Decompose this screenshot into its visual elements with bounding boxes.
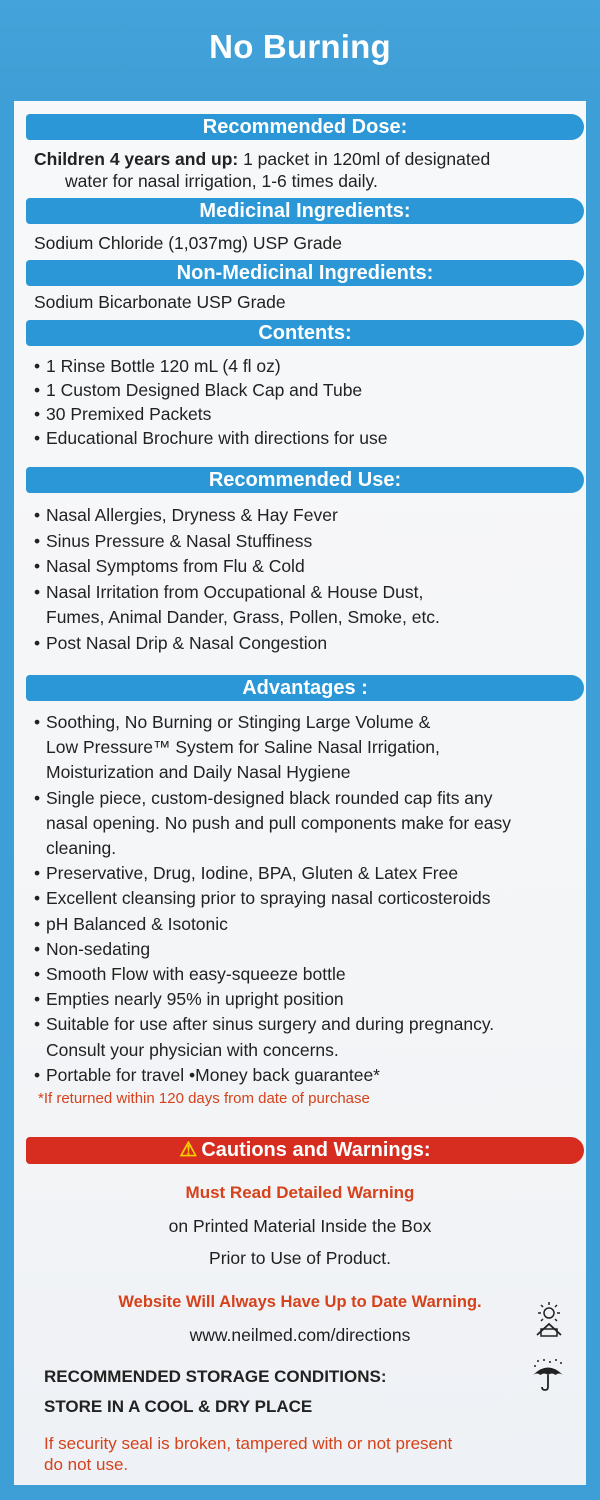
list-item: • Nasal Irritation from Occupational & House Dust, — [34, 581, 424, 602]
page-title: No Burning — [209, 28, 391, 65]
dose-text — [34, 148, 579, 192]
advantages-list — [34, 710, 579, 1088]
dose-text-line2: water for nasal irrigation, 1-6 times daily. — [65, 171, 378, 191]
website-url[interactable]: www.neilmed.com/directions — [189, 1325, 411, 1345]
storage-line1: RECOMMENDED STORAGE CONDITIONS: — [44, 1367, 387, 1386]
section-header-contents: Contents: — [26, 320, 584, 346]
security-line2: do not use. — [44, 1455, 129, 1474]
list-item: • Portable for travel •Money back guarantee* — [34, 1064, 380, 1085]
section-header-cautions — [26, 1137, 584, 1164]
cautions-line2: on Printed Material Inside the Box — [168, 1216, 432, 1236]
list-item: • Non-sedating — [34, 938, 151, 959]
storage-line2: STORE IN A COOL & DRY PLACE — [44, 1397, 313, 1416]
top-header-band — [0, 0, 600, 100]
list-item: • Empties nearly 95% in upright position — [34, 989, 344, 1010]
list-item: • Smooth Flow with easy-squeeze bottle — [34, 964, 346, 985]
advantages-footnote: *If returned within 120 days from date of purchase — [38, 1090, 370, 1107]
list-item: • Single piece, custom-designed black rounded cap fits any — [34, 787, 493, 808]
website-warning-note: Website Will Always Have Up to Date Warning. — [118, 1293, 482, 1311]
list-item: • Educational Brochure with directions for use — [34, 428, 388, 448]
cautions-heading: Cautions and Warnings: — [201, 1139, 431, 1161]
list-item: • Excellent cleansing prior to spraying nasal corticosteroids — [34, 888, 491, 909]
cautions-line3: Prior to Use of Product. — [209, 1248, 391, 1268]
dose-text-line1: 1 packet in 120ml of designated — [238, 149, 491, 169]
section-header-dose: Recommended Dose: — [26, 114, 584, 140]
list-item: • 30 Premixed Packets — [34, 404, 212, 424]
list-item: • 1 Rinse Bottle 120 mL (4 fl oz) — [34, 356, 281, 376]
list-item-continuation: Moisturization and Daily Nasal Hygiene — [46, 762, 351, 783]
list-item-continuation: cleaning. — [46, 838, 117, 859]
section-header-advantages: Advantages : — [26, 675, 584, 701]
list-item: • Post Nasal Drip & Nasal Congestion — [34, 632, 328, 653]
list-item-continuation: Fumes, Animal Dander, Grass, Pollen, Smoke, etc. — [46, 607, 440, 627]
list-item: • 1 Custom Designed Black Cap and Tube — [34, 380, 363, 400]
umbrella-rain-icon — [530, 1358, 566, 1397]
list-item-continuation: Consult your physician with concerns. — [46, 1039, 339, 1060]
recommended-use-list — [34, 503, 579, 656]
list-item-continuation: Low Pressure™ System for Saline Nasal Irrigation, — [46, 737, 440, 758]
security-line1: If security seal is broken, tampered with or not present — [44, 1434, 453, 1453]
section-header-medicinal: Medicinal Ingredients: — [26, 198, 584, 224]
security-seal-warning — [44, 1433, 589, 1475]
list-item: • Sinus Pressure & Nasal Stuffiness — [34, 530, 313, 551]
sun-heat-icon — [532, 1302, 566, 1343]
must-read-warning: Must Read Detailed Warning — [185, 1183, 415, 1202]
list-item-continuation: nasal opening. No push and pull components make for easy — [46, 812, 512, 833]
section-header-non-medicinal: Non-Medicinal Ingredients: — [26, 260, 584, 286]
warning-triangle-icon: ⚠ — [179, 1139, 198, 1161]
section-header-recommended-use: Recommended Use: — [26, 467, 584, 493]
non-medicinal-text: Sodium Bicarbonate USP Grade — [34, 292, 286, 312]
list-item: • Soothing, No Burning or Stinging Large Volume & — [34, 712, 431, 732]
list-item: • Nasal Allergies, Dryness & Hay Fever — [34, 505, 338, 525]
list-item: • pH Balanced & Isotonic — [34, 913, 228, 934]
dose-label: Children 4 years and up: — [34, 149, 239, 169]
medicinal-text: Sodium Chloride (1,037mg) USP Grade — [34, 233, 343, 253]
storage-conditions — [44, 1362, 589, 1422]
list-item: • Preservative, Drug, Iodine, BPA, Gluten & Latex Free — [34, 863, 459, 884]
list-item: • Suitable for use after sinus surgery and during pregnancy. — [34, 1014, 495, 1035]
list-item: • Nasal Symptoms from Flu & Cold — [34, 556, 305, 576]
contents-list — [34, 354, 579, 450]
